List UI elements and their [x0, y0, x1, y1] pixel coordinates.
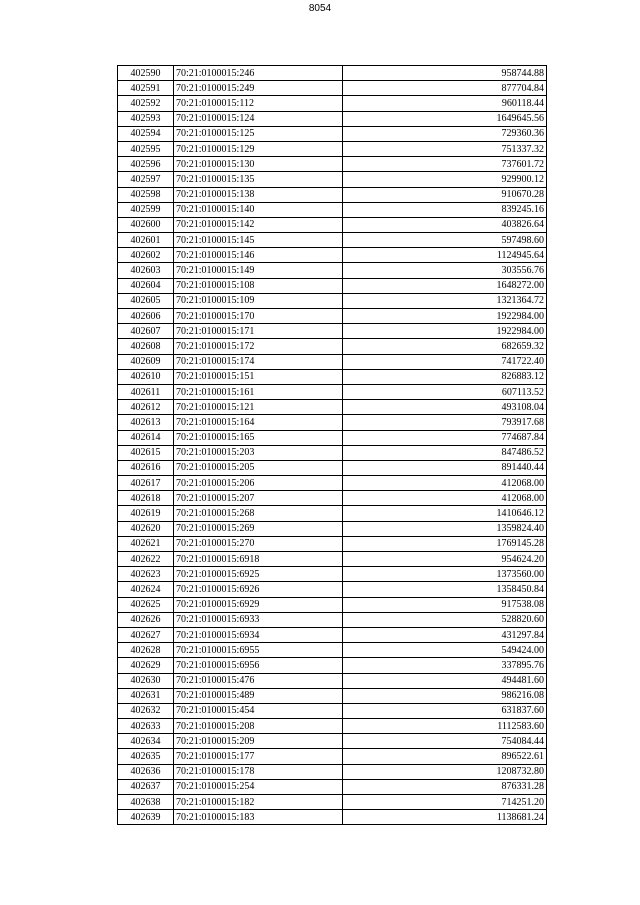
- row-number-cell: 402608: [118, 339, 174, 354]
- row-number-cell: 402623: [118, 567, 174, 582]
- cadastral-number-cell: 70:21:0100015:6933: [174, 612, 343, 627]
- cadastral-number-cell: 70:21:0100015:268: [174, 506, 343, 521]
- cadastral-value-cell: 839245.16: [343, 202, 547, 217]
- row-number-cell: 402597: [118, 172, 174, 187]
- cadastral-number-cell: 70:21:0100015:207: [174, 491, 343, 506]
- cadastral-value-cell: 741722.40: [343, 354, 547, 369]
- table-row: [118, 810, 547, 825]
- table-row: [118, 278, 547, 293]
- table-row: [118, 536, 547, 551]
- table-row: [118, 141, 547, 156]
- cadastral-value-cell: 1124945.64: [343, 248, 547, 263]
- cadastral-number-cell: 70:21:0100015:6925: [174, 567, 343, 582]
- cadastral-number-cell: 70:21:0100015:249: [174, 81, 343, 96]
- cadastral-number-cell: 70:21:0100015:6918: [174, 552, 343, 567]
- row-number-cell: 402638: [118, 795, 174, 810]
- cadastral-value-cell: 1373560.00: [343, 567, 547, 582]
- cadastral-number-cell: 70:21:0100015:172: [174, 339, 343, 354]
- cadastral-number-cell: 70:21:0100015:177: [174, 749, 343, 764]
- row-number-cell: 402606: [118, 309, 174, 324]
- row-number-cell: 402596: [118, 157, 174, 172]
- table-row: [118, 339, 547, 354]
- cadastral-number-cell: 70:21:0100015:270: [174, 536, 343, 551]
- cadastral-number-cell: 70:21:0100015:454: [174, 703, 343, 718]
- cadastral-number-cell: 70:21:0100015:145: [174, 233, 343, 248]
- cadastral-number-cell: 70:21:0100015:170: [174, 309, 343, 324]
- table-row: [118, 658, 547, 673]
- cadastral-value-cell: 1138681.24: [343, 810, 547, 825]
- cadastral-value-cell: 1769145.28: [343, 536, 547, 551]
- cadastral-value-cell: 1359824.40: [343, 521, 547, 536]
- row-number-cell: 402605: [118, 293, 174, 308]
- row-number-cell: 402619: [118, 506, 174, 521]
- table-row: [118, 567, 547, 582]
- cadastral-value-cell: 597498.60: [343, 233, 547, 248]
- cadastral-number-cell: 70:21:0100015:203: [174, 445, 343, 460]
- row-number-cell: 402622: [118, 552, 174, 567]
- cadastral-value-cell: 986216.08: [343, 688, 547, 703]
- cadastral-number-cell: 70:21:0100015:6934: [174, 627, 343, 642]
- cadastral-number-cell: 70:21:0100015:206: [174, 476, 343, 491]
- cadastral-value-cell: 954624.20: [343, 552, 547, 567]
- table-row: [118, 126, 547, 141]
- table-row: [118, 430, 547, 445]
- cadastral-value-cell: 751337.32: [343, 141, 547, 156]
- table-row: [118, 445, 547, 460]
- cadastral-value-cell: 303556.76: [343, 263, 547, 278]
- cadastral-value-cell: 1922984.00: [343, 324, 547, 339]
- cadastral-number-cell: 70:21:0100015:476: [174, 673, 343, 688]
- table-row: [118, 81, 547, 96]
- row-number-cell: 402590: [118, 66, 174, 81]
- cadastral-value-cell: 607113.52: [343, 384, 547, 399]
- cadastral-number-cell: 70:21:0100015:149: [174, 263, 343, 278]
- cadastral-value-cell: 1648272.00: [343, 278, 547, 293]
- row-number-cell: 402609: [118, 354, 174, 369]
- row-number-cell: 402616: [118, 460, 174, 475]
- cadastral-number-cell: 70:21:0100015:6956: [174, 658, 343, 673]
- cadastral-number-cell: 70:21:0100015:108: [174, 278, 343, 293]
- cadastral-number-cell: 70:21:0100015:140: [174, 202, 343, 217]
- cadastral-value-cell: 714251.20: [343, 795, 547, 810]
- table-row: [118, 643, 547, 658]
- table-row: [118, 157, 547, 172]
- cadastral-value-cell: 1649645.56: [343, 111, 547, 126]
- cadastral-value-cell: 1208732.80: [343, 764, 547, 779]
- table-row: [118, 719, 547, 734]
- cadastral-number-cell: 70:21:0100015:246: [174, 66, 343, 81]
- cadastral-number-cell: 70:21:0100015:254: [174, 779, 343, 794]
- table-row: [118, 779, 547, 794]
- cadastral-value-cell: 494481.60: [343, 673, 547, 688]
- cadastral-value-cell: 1358450.84: [343, 582, 547, 597]
- row-number-cell: 402620: [118, 521, 174, 536]
- row-number-cell: 402618: [118, 491, 174, 506]
- cadastral-value-cell: 682659.32: [343, 339, 547, 354]
- row-number-cell: 402635: [118, 749, 174, 764]
- table-row: [118, 263, 547, 278]
- table-row: [118, 111, 547, 126]
- row-number-cell: 402601: [118, 233, 174, 248]
- cadastral-number-cell: 70:21:0100015:209: [174, 734, 343, 749]
- table-row: [118, 673, 547, 688]
- cadastral-number-cell: 70:21:0100015:146: [174, 248, 343, 263]
- cadastral-value-cell: 337895.76: [343, 658, 547, 673]
- table-row: [118, 764, 547, 779]
- cadastral-number-cell: 70:21:0100015:129: [174, 141, 343, 156]
- row-number-cell: 402626: [118, 612, 174, 627]
- cadastral-number-cell: 70:21:0100015:208: [174, 719, 343, 734]
- cadastral-number-cell: 70:21:0100015:269: [174, 521, 343, 536]
- page-number: 8054: [308, 3, 332, 14]
- row-number-cell: 402613: [118, 415, 174, 430]
- cadastral-value-cell: 774687.84: [343, 430, 547, 445]
- table-row: [118, 96, 547, 111]
- table-row: [118, 552, 547, 567]
- table-row: [118, 749, 547, 764]
- cadastral-value-cell: 412068.00: [343, 491, 547, 506]
- cadastral-number-cell: 70:21:0100015:183: [174, 810, 343, 825]
- cadastral-value-cell: 929900.12: [343, 172, 547, 187]
- cadastral-number-cell: 70:21:0100015:142: [174, 217, 343, 232]
- cadastral-value-cell: 431297.84: [343, 627, 547, 642]
- table-row: [118, 627, 547, 642]
- cadastral-number-cell: 70:21:0100015:182: [174, 795, 343, 810]
- row-number-cell: 402639: [118, 810, 174, 825]
- cadastral-value-cell: 960118.44: [343, 96, 547, 111]
- cadastral-value-cell: 917538.08: [343, 597, 547, 612]
- cadastral-value-cell: 631837.60: [343, 703, 547, 718]
- table-row: [118, 202, 547, 217]
- table-row: [118, 217, 547, 232]
- cadastral-number-cell: 70:21:0100015:164: [174, 415, 343, 430]
- cadastral-number-cell: 70:21:0100015:121: [174, 400, 343, 415]
- table-row: [118, 612, 547, 627]
- row-number-cell: 402599: [118, 202, 174, 217]
- cadastral-number-cell: 70:21:0100015:174: [174, 354, 343, 369]
- cadastral-number-cell: 70:21:0100015:6926: [174, 582, 343, 597]
- row-number-cell: 402634: [118, 734, 174, 749]
- cadastral-value-cell: 958744.88: [343, 66, 547, 81]
- row-number-cell: 402625: [118, 597, 174, 612]
- row-number-cell: 402624: [118, 582, 174, 597]
- table-row: [118, 506, 547, 521]
- row-number-cell: 402604: [118, 278, 174, 293]
- table-row: [118, 248, 547, 263]
- cadastral-number-cell: 70:21:0100015:138: [174, 187, 343, 202]
- row-number-cell: 402614: [118, 430, 174, 445]
- table-row: [118, 324, 547, 339]
- table-row: [118, 734, 547, 749]
- row-number-cell: 402632: [118, 703, 174, 718]
- table-row: [118, 66, 547, 81]
- cadastral-value-cell: 896522.61: [343, 749, 547, 764]
- cadastral-value-cell: 737601.72: [343, 157, 547, 172]
- row-number-cell: 402593: [118, 111, 174, 126]
- cadastral-value-cell: 910670.28: [343, 187, 547, 202]
- table-row: [118, 309, 547, 324]
- row-number-cell: 402629: [118, 658, 174, 673]
- row-number-cell: 402612: [118, 400, 174, 415]
- table-row: [118, 293, 547, 308]
- cadastral-value-cell: 877704.84: [343, 81, 547, 96]
- table-row: [118, 476, 547, 491]
- cadastral-number-cell: 70:21:0100015:489: [174, 688, 343, 703]
- row-number-cell: 402595: [118, 141, 174, 156]
- cadastral-number-cell: 70:21:0100015:205: [174, 460, 343, 475]
- table-body: [118, 66, 547, 825]
- cadastral-number-cell: 70:21:0100015:6955: [174, 643, 343, 658]
- cadastral-value-cell: 1112583.60: [343, 719, 547, 734]
- row-number-cell: 402598: [118, 187, 174, 202]
- cadastral-value-cell: 754084.44: [343, 734, 547, 749]
- row-number-cell: 402603: [118, 263, 174, 278]
- row-number-cell: 402628: [118, 643, 174, 658]
- table-row: [118, 400, 547, 415]
- row-number-cell: 402607: [118, 324, 174, 339]
- table-row: [118, 795, 547, 810]
- cadastral-number-cell: 70:21:0100015:6929: [174, 597, 343, 612]
- cadastral-number-cell: 70:21:0100015:171: [174, 324, 343, 339]
- cadastral-value-cell: 793917.68: [343, 415, 547, 430]
- cadastral-value-cell: 528820.60: [343, 612, 547, 627]
- table-row: [118, 369, 547, 384]
- row-number-cell: 402592: [118, 96, 174, 111]
- cadastral-value-cell: 403826.64: [343, 217, 547, 232]
- row-number-cell: 402594: [118, 126, 174, 141]
- cadastral-number-cell: 70:21:0100015:151: [174, 369, 343, 384]
- cadastral-number-cell: 70:21:0100015:161: [174, 384, 343, 399]
- table-row: [118, 491, 547, 506]
- cadastral-number-cell: 70:21:0100015:165: [174, 430, 343, 445]
- row-number-cell: 402611: [118, 384, 174, 399]
- table-row: [118, 233, 547, 248]
- cadastral-number-cell: 70:21:0100015:135: [174, 172, 343, 187]
- cadastral-value-cell: 1410646.12: [343, 506, 547, 521]
- row-number-cell: 402631: [118, 688, 174, 703]
- cadastral-value-cell: 1321364.72: [343, 293, 547, 308]
- row-number-cell: 402621: [118, 536, 174, 551]
- cadastral-value-cell: 826883.12: [343, 369, 547, 384]
- cadastral-value-cell: 891440.44: [343, 460, 547, 475]
- row-number-cell: 402633: [118, 719, 174, 734]
- table-row: [118, 172, 547, 187]
- cadastral-number-cell: 70:21:0100015:112: [174, 96, 343, 111]
- table-row: [118, 597, 547, 612]
- cadastral-value-cell: 412068.00: [343, 476, 547, 491]
- cadastral-value-cell: 493108.04: [343, 400, 547, 415]
- table-row: [118, 415, 547, 430]
- cadastral-number-cell: 70:21:0100015:109: [174, 293, 343, 308]
- cadastral-number-cell: 70:21:0100015:178: [174, 764, 343, 779]
- row-number-cell: 402602: [118, 248, 174, 263]
- table-row: [118, 688, 547, 703]
- cadastral-value-table: [117, 65, 547, 825]
- row-number-cell: 402630: [118, 673, 174, 688]
- row-number-cell: 402600: [118, 217, 174, 232]
- table-row: [118, 354, 547, 369]
- row-number-cell: 402615: [118, 445, 174, 460]
- row-number-cell: 402637: [118, 779, 174, 794]
- row-number-cell: 402636: [118, 764, 174, 779]
- cadastral-number-cell: 70:21:0100015:130: [174, 157, 343, 172]
- cadastral-value-cell: 847486.52: [343, 445, 547, 460]
- table-row: [118, 521, 547, 536]
- row-number-cell: 402627: [118, 627, 174, 642]
- cadastral-value-cell: 876331.28: [343, 779, 547, 794]
- cadastral-value-cell: 1922984.00: [343, 309, 547, 324]
- table-row: [118, 384, 547, 399]
- table-row: [118, 460, 547, 475]
- cadastral-value-cell: 549424.00: [343, 643, 547, 658]
- cadastral-number-cell: 70:21:0100015:124: [174, 111, 343, 126]
- table-row: [118, 703, 547, 718]
- row-number-cell: 402610: [118, 369, 174, 384]
- cadastral-value-cell: 729360.36: [343, 126, 547, 141]
- row-number-cell: 402617: [118, 476, 174, 491]
- cadastral-number-cell: 70:21:0100015:125: [174, 126, 343, 141]
- table-row: [118, 582, 547, 597]
- row-number-cell: 402591: [118, 81, 174, 96]
- table-row: [118, 187, 547, 202]
